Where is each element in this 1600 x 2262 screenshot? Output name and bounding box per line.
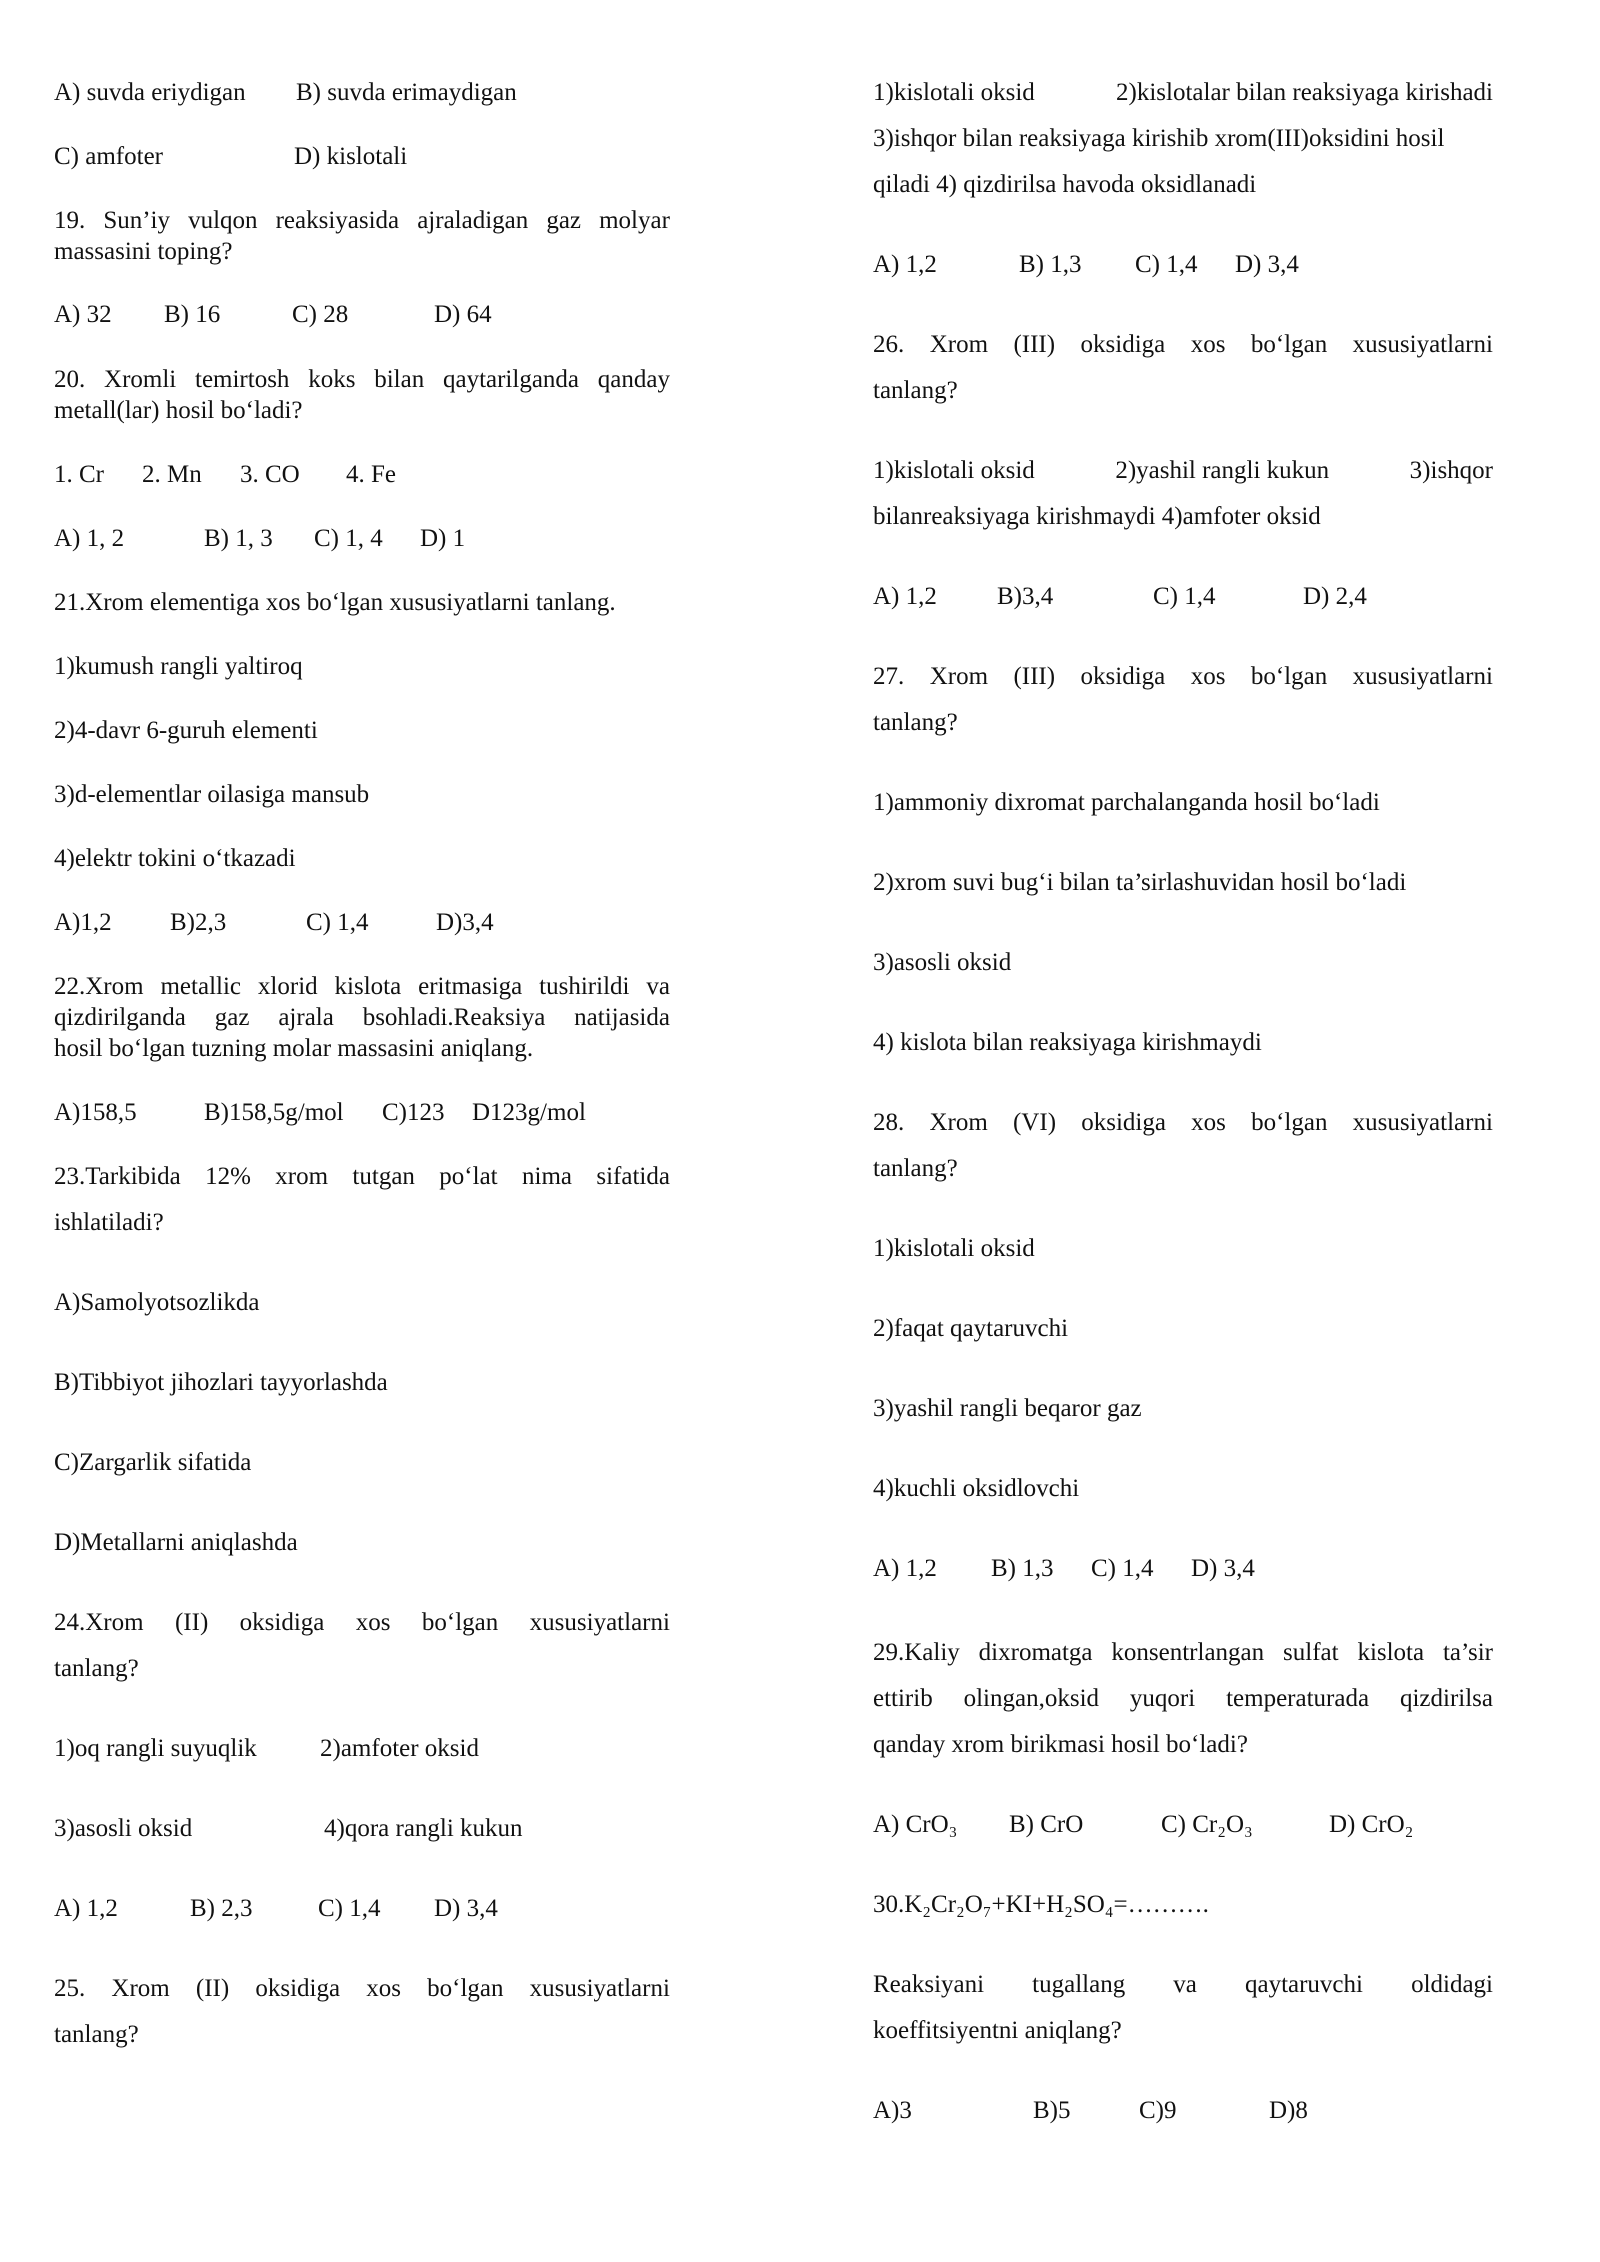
option: C) 1, 4 xyxy=(314,525,383,552)
option: D) 2,4 xyxy=(1303,583,1367,610)
q25-items-line-1: 1)kislotali oksid 2)kislotalar bilan reaksiyaga kirishadi xyxy=(873,79,1493,106)
option: C) 1,4 xyxy=(1153,583,1216,610)
q27-question-line-1: 27. Xrom (III) oksidiga xos bo‘lgan xususiyatlarni xyxy=(873,663,1493,690)
q25-items-line-2: 3)ishqor bilan reaksiyaga kirishib xrom(III)oksidini hosil xyxy=(873,125,1445,152)
q27-item-3: 3)asosli oksid xyxy=(873,949,1012,976)
q23-option-c: C)Zargarlik sifatida xyxy=(54,1449,252,1476)
item: 3)asosli oksid xyxy=(54,1815,193,1842)
option: B) 1, 3 xyxy=(204,525,273,552)
option: B) CrO xyxy=(1009,1811,1084,1838)
q28-item-3: 3)yashil rangli beqaror gaz xyxy=(873,1395,1142,1422)
q28-item-4: 4)kuchli oksidlovchi xyxy=(873,1475,1080,1502)
q20-question-line-2: metall(lar) hosil bo‘ladi? xyxy=(54,397,303,424)
q28-item-1: 1)kislotali oksid xyxy=(873,1235,1035,1262)
option: C)9 xyxy=(1139,2097,1177,2124)
option: B)5 xyxy=(1033,2097,1071,2124)
q26-question-line-1: 26. Xrom (III) oksidiga xos bo‘lgan xususiyatlarni xyxy=(873,331,1493,358)
q29-question-line-1: 29.Kaliy dixromatga konsentrlangan sulfat kislota ta’sir xyxy=(873,1639,1493,1666)
option: D) kislotali xyxy=(294,143,408,170)
item: 1)oq rangli suyuqlik xyxy=(54,1735,257,1762)
option: A)3 xyxy=(873,2097,912,2124)
option: D) CrO₂ xyxy=(1329,1811,1414,1838)
q30-equation: 30.K₂Cr₂O₇+KI+H₂SO₄=………. xyxy=(873,1891,1209,1918)
q29-question-line-3: qanday xrom birikmasi hosil bo‘ladi? xyxy=(873,1731,1248,1758)
option: A) CrO₃ xyxy=(873,1811,958,1838)
q19-question-line-2: massasini toping? xyxy=(54,238,233,265)
q21-item-4: 4)elektr tokini o‘tkazadi xyxy=(54,845,296,872)
q19-question-line-1: 19. Sun’iy vulqon reaksiyasida ajraladigan gaz molyar xyxy=(54,207,670,234)
option: C) 1,4 xyxy=(1135,251,1198,278)
option: B) 1,3 xyxy=(991,1555,1054,1582)
q25-question-line-1: 25. Xrom (II) oksidiga xos bo‘lgan xususiyatlarni xyxy=(54,1975,670,2002)
option: C) 1,4 xyxy=(1091,1555,1154,1582)
item: 3. CO xyxy=(240,461,300,488)
option: A) suvda eriydigan xyxy=(54,79,246,106)
option: D) 1 xyxy=(420,525,466,552)
q26-question-line-2: tanlang? xyxy=(873,377,958,404)
item: 2)amfoter oksid xyxy=(320,1735,479,1762)
option: A) 1, 2 xyxy=(54,525,125,552)
option: C) Cr₂O₃ xyxy=(1161,1811,1253,1838)
option: A) 32 xyxy=(54,301,112,328)
option: D) 3,4 xyxy=(434,1895,498,1922)
q24-question-line-1: 24.Xrom (II) oksidiga xos bo‘lgan xususiyatlarni xyxy=(54,1609,670,1636)
q26-items-line-1: 1)kislotali oksid 2)yashil rangli kukun 3)ishqor xyxy=(873,457,1493,484)
q26-items-line-2: bilanreaksiyaga kirishmaydi 4)amfoter oksid xyxy=(873,503,1321,530)
q23-option-b: B)Tibbiyot jihozlari tayyorlashda xyxy=(54,1369,388,1396)
q25-question-line-2: tanlang? xyxy=(54,2021,139,2048)
q27-item-2: 2)xrom suvi bug‘i bilan ta’sirlashuvidan hosil bo‘ladi xyxy=(873,869,1407,896)
option: D123g/mol xyxy=(472,1099,586,1126)
item: 2. Mn xyxy=(142,461,202,488)
q21-item-1: 1)kumush rangli yaltiroq xyxy=(54,653,303,680)
q28-question-line-2: tanlang? xyxy=(873,1155,958,1182)
q21-question: 21.Xrom elementiga xos bo‘lgan xususiyatlarni tanlang. xyxy=(54,589,616,616)
option: D)8 xyxy=(1269,2097,1308,2124)
q21-item-3: 3)d-elementlar oilasiga mansub xyxy=(54,781,370,808)
option: B)3,4 xyxy=(997,583,1054,610)
q23-option-a: A)Samolyotsozlikda xyxy=(54,1289,260,1316)
q23-question-line-2: ishlatiladi? xyxy=(54,1209,164,1236)
item: 1. Cr xyxy=(54,461,104,488)
q23-question-line-1: 23.Tarkibida 12% xrom tutgan po‘lat nima sifatida xyxy=(54,1163,670,1190)
option: D) 3,4 xyxy=(1191,1555,1255,1582)
option: D) 64 xyxy=(434,301,492,328)
option: B) suvda erimaydigan xyxy=(296,79,517,106)
option: A) 1,2 xyxy=(873,583,937,610)
option: C)123 xyxy=(382,1099,445,1126)
q21-item-2: 2)4-davr 6-guruh elementi xyxy=(54,717,318,744)
option: D) 3,4 xyxy=(1235,251,1299,278)
option: C) amfoter xyxy=(54,143,163,170)
q25-items-line-3: qiladi 4) qizdirilsa havoda oksidlanadi xyxy=(873,171,1257,198)
item: 4. Fe xyxy=(346,461,396,488)
option: A)1,2 xyxy=(54,909,112,936)
q27-item-4: 4) kislota bilan reaksiyaga kirishmaydi xyxy=(873,1029,1262,1056)
option: D)3,4 xyxy=(436,909,494,936)
option: B)158,5g/mol xyxy=(204,1099,344,1126)
option: C) 28 xyxy=(292,301,349,328)
option: A) 1,2 xyxy=(873,1555,937,1582)
q22-question-line-2: qizdirilganda gaz ajrala bsohladi.Reaksiya natijasida xyxy=(54,1004,670,1031)
q24-question-line-2: tanlang? xyxy=(54,1655,139,1682)
option: A)158,5 xyxy=(54,1099,137,1126)
q22-question-line-1: 22.Xrom metallic xlorid kislota eritmasiga tushirildi va xyxy=(54,973,670,1000)
q28-item-2: 2)faqat qaytaruvchi xyxy=(873,1315,1069,1342)
q30-question-line-1: Reaksiyani tugallang va qaytaruvchi oldidagi xyxy=(873,1971,1493,1998)
option: B) 2,3 xyxy=(190,1895,253,1922)
option: B) 16 xyxy=(164,301,221,328)
option: B) 1,3 xyxy=(1019,251,1082,278)
option: C) 1,4 xyxy=(318,1895,381,1922)
q28-question-line-1: 28. Xrom (VI) oksidiga xos bo‘lgan xususiyatlarni xyxy=(873,1109,1493,1136)
q30-question-line-2: koeffitsiyentni aniqlang? xyxy=(873,2017,1122,2044)
option: C) 1,4 xyxy=(306,909,369,936)
option: A) 1,2 xyxy=(54,1895,118,1922)
q27-question-line-2: tanlang? xyxy=(873,709,958,736)
q22-question-line-3: hosil bo‘lgan tuzning molar massasini aniqlang. xyxy=(54,1035,534,1062)
option: A) 1,2 xyxy=(873,251,937,278)
item: 4)qora rangli kukun xyxy=(324,1815,523,1842)
q23-option-d: D)Metallarni aniqlashda xyxy=(54,1529,298,1556)
q20-question-line-1: 20. Xromli temirtosh koks bilan qaytarilganda qanday xyxy=(54,366,670,393)
q29-question-line-2: ettirib olingan,oksid yuqori temperaturada qizdirilsa xyxy=(873,1685,1493,1712)
option: B)2,3 xyxy=(170,909,227,936)
q27-item-1: 1)ammoniy dixromat parchalanganda hosil bo‘ladi xyxy=(873,789,1380,816)
